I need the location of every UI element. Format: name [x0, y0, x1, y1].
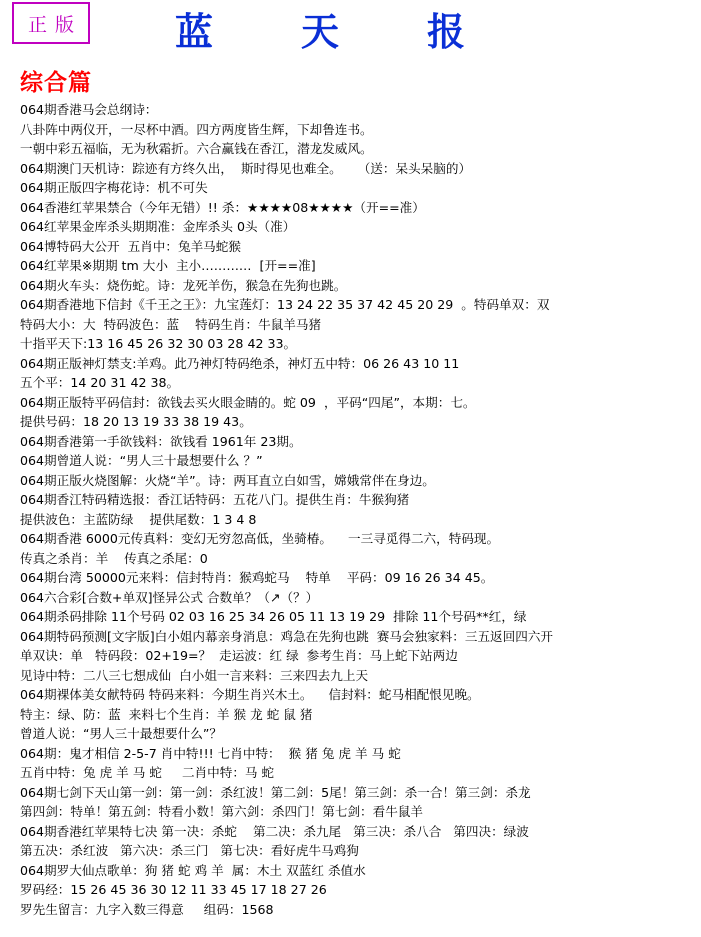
text-line: 064期香港红苹果特七决 第一决：杀蛇 第二决：杀九尾 第三决：杀八合 第四决：绿波: [20, 823, 529, 839]
masthead-char-1: 蓝: [175, 8, 214, 54]
text-line: 064期火车头：烧伤蛇。诗：龙死羊伤，猴急在先狗也跳。: [20, 277, 347, 293]
text-line: 064期香港马会总纲诗：: [20, 102, 158, 117]
text-line: 特码大小：大 特码波色：蓝 特码生肖：牛鼠羊马猪: [20, 316, 322, 332]
text-line: 064期裸体美女献特码 特码来料：今期生肖兴木土。 信封料：蛇马相配恨见晚。: [20, 687, 480, 702]
text-line: 罗先生留言：九字入数三得意 组码：1568: [20, 901, 274, 917]
text-line: 一朝中彩五福临，无为秋霜折。六合赢钱在香江，潜龙发威风。: [20, 141, 373, 156]
text-line: 064期杀码排除 11个号码 02 03 16 25 34 26 05 11 13 19 29 排除 11个号码**红，绿: [20, 609, 527, 624]
text-line: 064博特码大公开 五肖中：兔羊马蛇猴: [20, 238, 241, 254]
text-line: 064期正版神灯禁支:羊鸡。此乃神灯特码绝杀，神灯五中特：06 26 43 10 11: [20, 355, 460, 371]
text-line: 064期台湾 50000元来料：信封特肖：猴鸡蛇马 特单 平码：09 16 26 34 45。: [20, 570, 494, 585]
newspaper-masthead: [175, 2, 465, 54]
authentic-edition-badge: 正版: [12, 2, 90, 44]
text-line: 064期罗大仙点歌单：狗 猪 蛇 鸡 羊 属：木土 双蓝红 杀值水: [20, 862, 366, 878]
text-line: 064期七剑下天山第一剑：第一剑：杀红波！第二剑：5尾！第三剑：杀一合！第三剑：杀龙: [20, 784, 531, 800]
text-line: 064六合彩[合数+单双]怪异公式 合数单？（↗（？）: [20, 589, 319, 605]
text-line: 064期正版四字梅花诗：机不可失: [20, 180, 208, 195]
text-line: 八卦阵中两仪开，一尽杯中酒。四方两度皆生辉，下却鲁连书。: [20, 121, 373, 137]
text-line: 064期特码预测[文字版]白小姐内幕亲身消息：鸡急在先狗也跳 赛马会独家料：三五返回四六开: [20, 628, 554, 644]
section-title: 综合篇: [20, 69, 92, 96]
text-line: 064期曾道人说：“男人三十最想要什么 ？”: [20, 453, 263, 468]
text-line: 五个平：14 20 31 42 38。: [20, 375, 180, 390]
text-line: 第四剑：特单！第五剑：特看小数！第六剑：杀四门！第七剑：看牛鼠羊: [20, 804, 423, 819]
article-body: [20, 100, 692, 919]
text-line: 064期香港第一手欲钱料：欲钱看 1961年 23期。: [20, 433, 302, 449]
masthead-char-2: 天: [300, 8, 339, 54]
text-line: 十指平天下:13 16 45 26 32 30 03 28 42 33。: [20, 336, 297, 351]
text-line: 064期正版特平码信封：欲钱去买火眼金睛的。蛇 09 ，平码“四尾”，本期：七。: [20, 394, 476, 410]
text-line: 提供波色：主蓝防绿 提供尾数：1 3 4 8: [20, 511, 257, 527]
masthead-char-3: 报: [426, 8, 465, 54]
text-line: 064期正版火烧图解：火烧“羊”。诗：两耳直立白如雪，嫦娥常伴在身边。: [20, 472, 435, 488]
text-line: 单双诀：单 特码段：02+19=？ 走运波：红 绿 参考生肖：马上蛇下站两边: [20, 648, 458, 663]
text-line: 064红苹果※期期 tm 大小 主小………… [开==准]: [20, 258, 316, 273]
text-line: 罗码经：15 26 45 36 30 12 11 33 45 17 18 27 26: [20, 882, 327, 897]
text-line: 064红苹果金库杀头期期准：金库杀头 0头（准）: [20, 219, 296, 234]
text-line: 特主：绿、防：蓝 来料七个生肖：羊 猴 龙 蛇 鼠 猪: [20, 706, 313, 722]
text-line: 第五决：杀红波 第六决：杀三门 第七决：看好虎牛马鸡狗: [20, 843, 359, 858]
text-line: 064期香港地下信封《千王之王》：九宝莲灯：13 24 22 35 37 42 45 20 29 。特码单双：双: [20, 297, 550, 312]
text-line: 064期香江特码精选报：香江话特码：五花八门。提供生肖：牛猴狗猪: [20, 492, 410, 507]
text-line: 五肖中特：兔 虎 羊 马 蛇 二肖中特：马 蛇: [20, 765, 275, 780]
text-line: 064期：鬼才相信 2-5-7 肖中特!!! 七肖中特： 猴 猪 兔 虎 羊 马 蛇: [20, 745, 401, 761]
text-line: 064期澳门天机诗：踪迹有方终久出， 斯时得见也难全。 （送：呆头呆脑的）: [20, 160, 472, 176]
text-line: 传真之杀肖：羊 传真之杀尾：0: [20, 550, 208, 566]
text-line: 064期香港 6000元传真料：变幻无穷忽高低，坐骑椿。 一三寻觅得二六，特码现。: [20, 531, 500, 546]
text-line: 提供号码：18 20 13 19 33 38 19 43。: [20, 414, 252, 429]
text-line: 064香港红苹果禁合（今年无错）!! 杀：★★★★08★★★★（开==准）: [20, 199, 425, 215]
text-line: 曾道人说：“男人三十最想要什么”？: [20, 726, 222, 741]
text-line: 见诗中特：二八三七想成仙 白小姐一言来料：三来四去九上天: [20, 667, 369, 683]
